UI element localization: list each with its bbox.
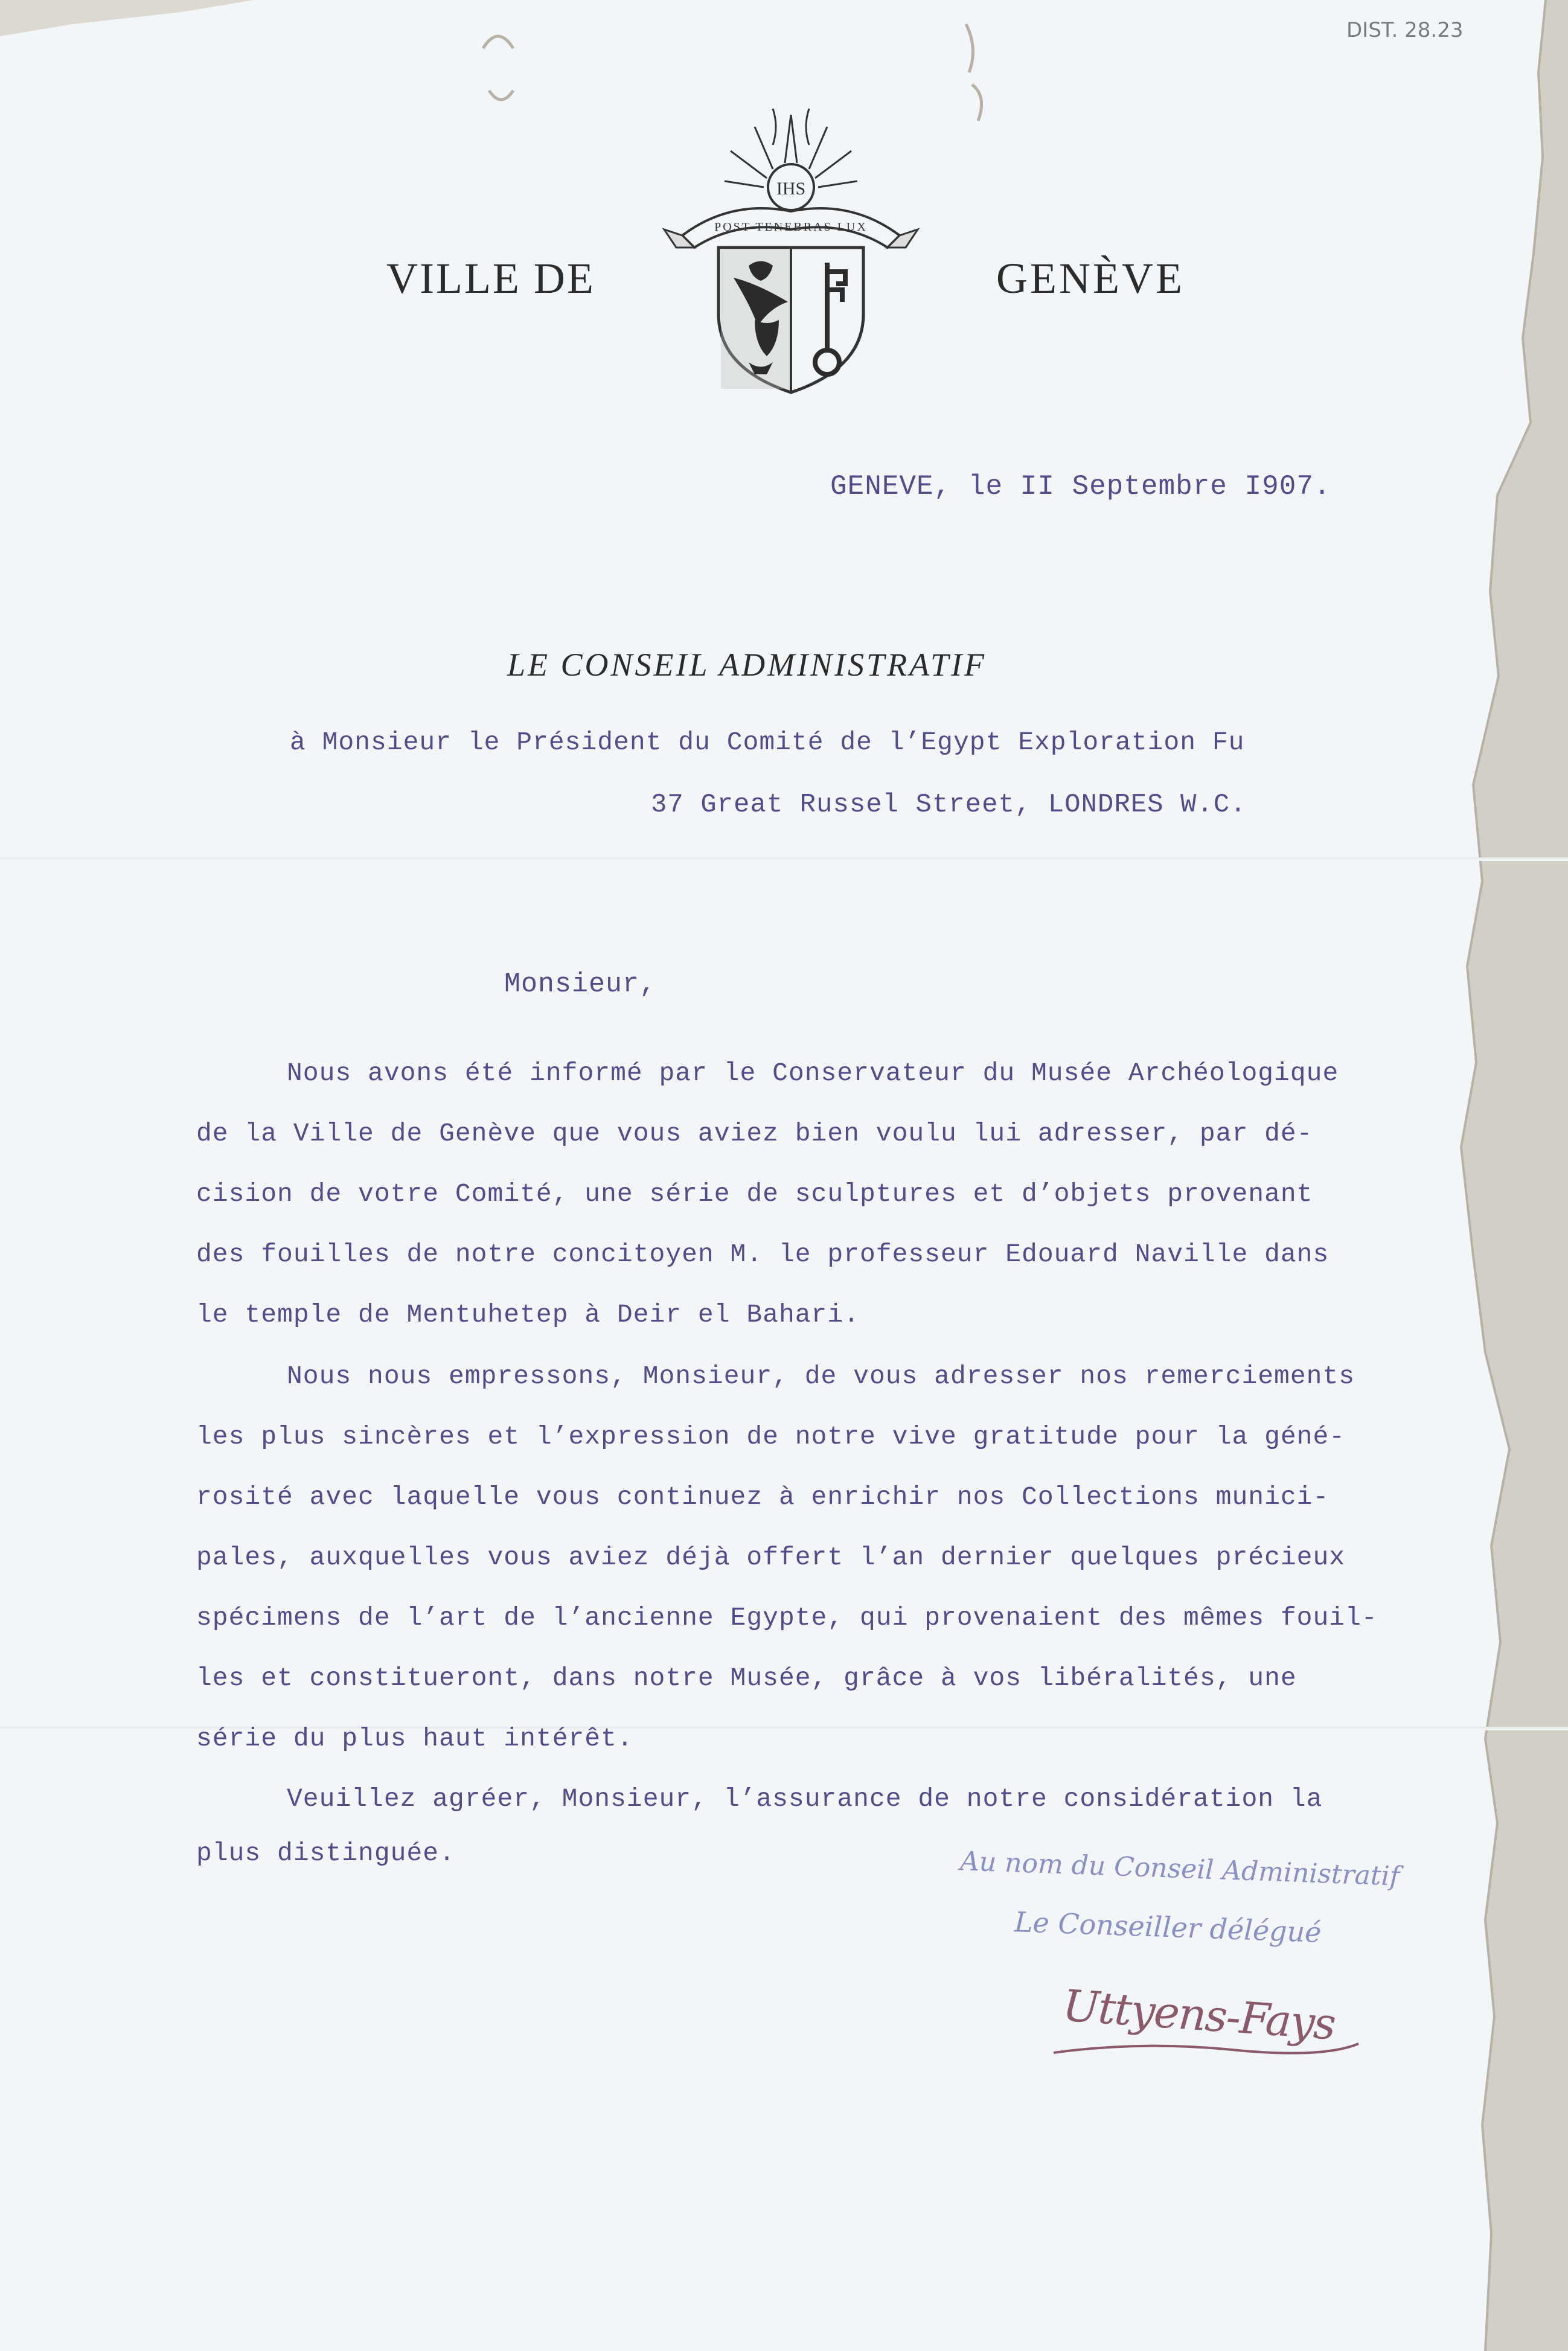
body-line: le temple de Mentuhetep à Deir el Bahari.	[196, 1300, 860, 1329]
crest-motto: POST TENEBRAS LUX	[714, 220, 868, 234]
sender-heading: LE CONSEIL ADMINISTRATIF	[507, 647, 987, 683]
crest-monogram: IHS	[776, 179, 806, 199]
body-line: cision de votre Comité, une série de sculptures et d’objets provenant	[196, 1179, 1313, 1209]
body-line: plus distinguée.	[196, 1838, 455, 1868]
recipient-line-2: 37 Great Russel Street, LONDRES W.C.	[651, 790, 1247, 820]
body-line: Veuillez agréer, Monsieur, l’assurance de notre considération la	[287, 1784, 1323, 1814]
body-line: pales, auxquelles vous aviez déjà offert l’an dernier quelques précieux	[196, 1543, 1346, 1572]
body-line: Nous avons été informé par le Conservateur du Musée Archéologique	[287, 1058, 1339, 1088]
letterhead-left: VILLE DE	[386, 254, 595, 302]
stamp-line-1: Au nom du Conseil Administratif	[959, 1846, 1400, 1892]
geneva-coat-of-arms	[658, 97, 924, 398]
stamp-line-2: Le Conseiller délégué	[1014, 1905, 1322, 1949]
salutation: Monsieur,	[504, 969, 657, 1000]
letterhead-right: GENÈVE	[996, 254, 1185, 302]
body-line: de la Ville de Genève que vous aviez bien voulu lui adresser, par dé-	[196, 1119, 1313, 1148]
archive-reference: DIST. 28.23	[1346, 18, 1464, 42]
paper-fold	[0, 857, 1568, 861]
body-line: Nous nous empressons, Monsieur, de vous adresser nos remerciements	[287, 1361, 1355, 1391]
body-line: les et constitueront, dans notre Musée, grâce à vos libéralités, une	[196, 1663, 1297, 1693]
date-line: GENEVE, le II Septembre I907.	[830, 471, 1331, 502]
signature-flourish	[1051, 2029, 1365, 2065]
body-line: des fouilles de notre concitoyen M. le professeur Edouard Naville dans	[196, 1239, 1330, 1269]
signature: Uttyens-Fays	[1061, 1980, 1337, 2050]
body-line: série du plus haut intérêt.	[196, 1724, 633, 1753]
body-line: rosité avec laquelle vous continuez à enrichir nos Collections munici-	[196, 1482, 1330, 1512]
recipient-line-1: à Monsieur le Président du Comité de l’Egypt Exploration Fu	[290, 728, 1245, 757]
body-line: spécimens de l’art de l’ancienne Egypte, qui provenaient des mêmes fouil-	[196, 1603, 1378, 1633]
body-line: les plus sincères et l’expression de notre vive gratitude pour la géné-	[196, 1422, 1346, 1451]
